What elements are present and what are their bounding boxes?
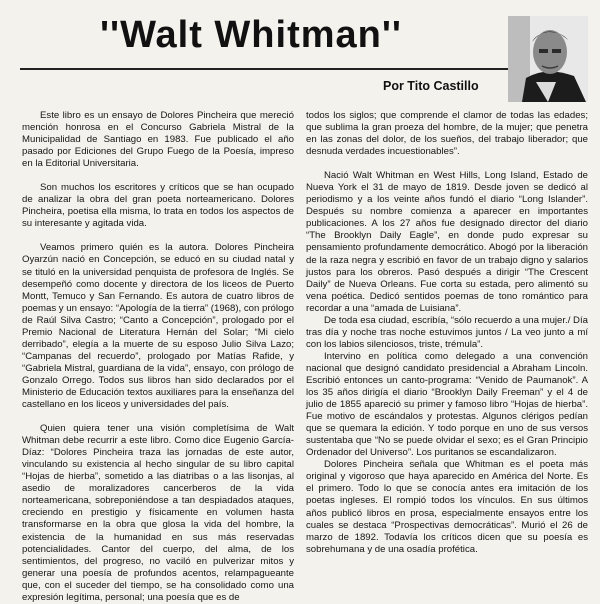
article-title: ''Walt Whitman'' xyxy=(100,14,402,56)
title-rule xyxy=(20,68,508,70)
paragraph: Veamos primero quién es la autora. Dolores Pincheira Oyarzún nació en Concepción, se educó en su ciudad natal y se tituló en la universidad penquista de profesora de Inglés. Se desempeñó como docente y directora de los liceos de Puerto Montt, Temuco y San Fernando. Es autora de cuatro libros de poemas y un ensayo: “Apología de la tierra” (1968), con prólogo de Raúl Silva Castro; “Canto a Concepción”, prologado por el Premio Nacional de Literatura Hernán del Solar; “Mi cielo derribado”, elegía a la muerte de su esposo Julio Silva Lazo; “Campanas del recuerdo”, prologado por Matías Rafide, y “Gabriela Mistral, guardiana de la vida”, ensayo, con prólogo de Gonzalo Orrego. Todos sus libros han sido declarados por el Ministerio de Educación textos auxiliares para la enseñanza del castellano en los liceos y universidades del país. xyxy=(22,242,294,411)
paragraph: todos los siglos; que comprende el clamor de todas las edades; que sublima la gran proeza del hombre, de la mujer; que penetra en las zonas del dolor, de los sueños, del trabajo liberador; que desnuda verdades incuestionables”. xyxy=(306,110,588,158)
left-column xyxy=(22,110,294,604)
paragraph: Este libro es un ensayo de Dolores Pincheira que mereció mención honrosa en el Concurso Gabriela Mistral de la Municipalidad de Santiago en 1983. Fue publicado el año pasado por Ediciones del Grupo Fuego de la Poesía, impreso en la Editorial Universitaria. xyxy=(22,110,294,170)
paragraph: Quien quiera tener una visión completísima de Walt Whitman debe recurrir a este libro. Como dice Eugenio García-Díaz: “Dolores Pincheira traza las jornadas de este autor, vinculando su existencia al hecho singular de su libro capital “Hojas de hierba”, sometido a las diatribas o a las lisonjas, al asedio de moralizadores cancerberos de la vida norteamericana, sobreponiéndose a tan despiadados ataques, creciendo en prestigio y físicamente en volumen hasta transformarse en la obra que glosa la vida del hombre, la existencia de la humanidad en sus más reservadas potencialidades. Cantor del cuerpo, del alma, de los sentimientos, del progreso, no vaciló en pulverizar mitos y generar una poesía de profundos acentos, relampagueante que, con el suceder del tiempo, se ha consolidado como una expresión legítima, personal; una poesía que es de xyxy=(22,423,294,603)
paragraph: De toda esa ciudad, escribía, “sólo recuerdo a una mujer./ Día tras día y noche tras noche estuvimos juntos / La veo junto a mí con los labios silenciosos, triste, trémula”. xyxy=(306,314,588,350)
paragraph: Son muchos los escritores y críticos que se han ocupado de analizar la obra del gran poeta norteamericano. Dolores Pincheira, poetisa ella misma, lo trata en todos los aspectos de su interesante y agitada vida. xyxy=(22,182,294,230)
author-portrait-photo xyxy=(508,16,588,102)
paragraph: Dolores Pincheira señala que Whitman es el poeta más original y vigoroso que haya aparecido en América del Norte. Es el primero. Todo lo que se conocía antes era imitación de los poetas ingleses. El rompió todos los vínculos. En sus últimos años publicó libros en prosa, especialmente ensayos entre los cuales se destaca “Prospectivas democráticas”. Murió el 26 de marzo de 1892. Todavía los críticos dicen que su poesía es sobrehumana y de una osadía profética. xyxy=(306,459,588,555)
paragraph: Intervino en política como delegado a una convención nacional que designó candidato presidencial a Abraham Lincoln. Escribió entonces un canto-programa: “Venido de Paumanok”. A los 35 años dirigía el diario “Brooklyn Daily Freeman” y el 4 de julio de 1855 apareció su primer y famoso libro “Hojas de hierba”. Fue motivo de escándalos y protestas. Algunos clérigos pedían que se quemara la edición. Y todo porque en uno de sus versos sustentaba que “No se puede olvidar el sexo; es el Gran Principio Ordenador del Universo”. Los puritanos se escandalizaron. xyxy=(306,350,588,459)
byline: Por Tito Castillo xyxy=(383,79,479,93)
paragraph: Nació Walt Whitman en West Hills, Long Island, Estado de Nueva York el 31 de mayo de 1819. Desde joven se dedicó al periodismo y a los veinte años fundó el diario “Long Islander”. Después su nombre comienza a aparecer en importantes publicaciones. A los 27 años fue designado director del diario “The Brooklyn Daily Eagle”, en donde pudo expresar su pensamiento profundamente democrático. Abogó por la liberación de la raza negra y escribió en favor de un trabajo digno y salarios justos para los obreros. Pasó después a dirigir “The Crescent Daily” de Nueva Orleans. Fue corta su estada, pero alimentó su vena poética. Dedicó sentidos poemas de tono romántico para recordar a una “amada de Luisiana”. xyxy=(306,170,588,314)
right-column xyxy=(306,110,588,556)
